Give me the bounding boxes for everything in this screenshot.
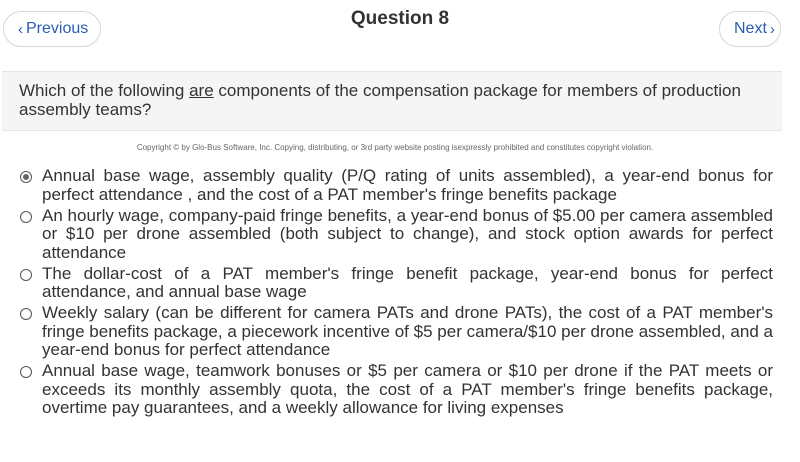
question-text-emphasis: are	[189, 81, 214, 100]
radio-button[interactable]	[20, 269, 32, 281]
answer-option-text: Annual base wage, assembly quality (P/Q rating of units assembled), a year-end bonus for perfect attendance , and the cost of a PAT member's fringe benefits package	[42, 166, 773, 204]
answer-option-5[interactable]	[20, 362, 773, 418]
answer-option-3[interactable]	[20, 265, 773, 302]
answer-option-text: An hourly wage, company-paid fringe benefits, a year-end bonus of $5.00 per camera assembled or $10 per drone assembled (both subject to change), and stock option awards for perfect attendance	[42, 205, 773, 262]
answer-option-text: Weekly salary (can be different for camera PATs and drone PATs), the cost of a PAT member's fringe benefits package, a piecework incentive of $5 per camera/$10 per drone assembled, and a year-end bonus for perfect attendance	[42, 303, 773, 359]
question-text-end: components of the compensation package for members of production assembly teams?	[19, 81, 741, 119]
chevron-right-icon: ›	[769, 20, 775, 38]
radio-button[interactable]	[20, 308, 32, 320]
copyright-notice: Copyright © by Glo-Bus Software, Inc. Copying, distributing, or 3rd party website posting isexpressly prohibited and constitutes copyright violation.	[136, 143, 654, 152]
next-button[interactable]	[719, 11, 781, 47]
answer-options	[20, 167, 773, 420]
previous-button-label: Previous	[26, 20, 89, 37]
page-title: Question 8	[350, 8, 450, 29]
answer-option-1[interactable]	[20, 167, 773, 204]
radio-button[interactable]	[20, 171, 32, 183]
answer-option-2[interactable]	[20, 207, 773, 263]
radio-button[interactable]	[20, 211, 32, 223]
question-text-start: Which of the following	[19, 81, 190, 100]
answer-option-text: Annual base wage, teamwork bonuses or $5 per camera or $10 per drone if the PAT meets or exceeds its monthly assembly quota, the cost of a PAT member's fringe benefits package, overtime pay guarantees, and a weekly allowance for living expenses	[42, 361, 773, 417]
question-prompt	[2, 71, 782, 131]
next-button-label: Next	[734, 20, 767, 37]
chevron-left-icon: ‹	[18, 20, 23, 38]
answer-option-text: The dollar-cost of a PAT member's fringe benefit package, year-end bonus for perfect attendance, and annual base wage	[42, 263, 773, 301]
radio-button[interactable]	[20, 366, 32, 378]
answer-option-4[interactable]	[20, 304, 773, 360]
